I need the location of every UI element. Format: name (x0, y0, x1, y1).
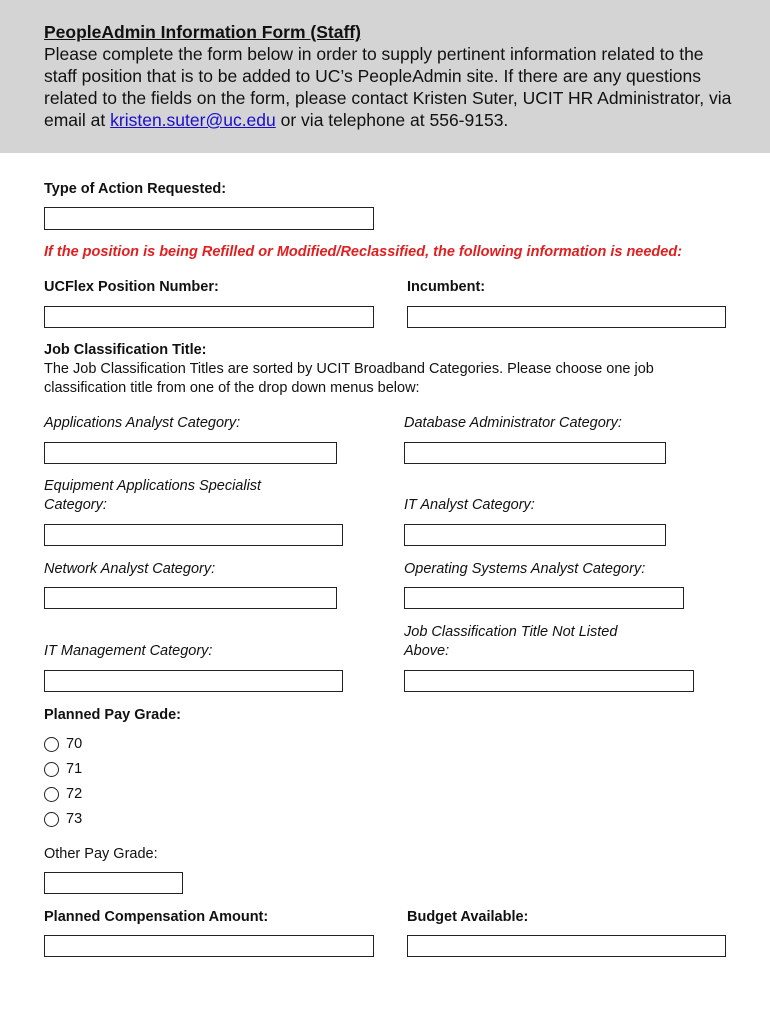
compensation-field[interactable] (44, 935, 374, 957)
it-management-label: IT Management Category: (44, 643, 213, 659)
pay-grade-radio[interactable] (44, 762, 59, 777)
database-admin-select[interactable] (404, 442, 666, 464)
position-number-label: UCFlex Position Number: (44, 279, 219, 295)
incumbent-field[interactable] (407, 306, 726, 328)
pay-grade-option: 71 (66, 761, 83, 777)
pay-grade-radio[interactable] (44, 787, 59, 802)
email-link[interactable]: kristen.suter@uc.edu (110, 110, 276, 130)
pay-grade-label: Planned Pay Grade: (44, 707, 181, 723)
it-analyst-label: IT Analyst Category: (404, 497, 535, 513)
pay-grade-option: 72 (66, 786, 83, 802)
pay-grade-option: 73 (66, 811, 83, 827)
compensation-label: Planned Compensation Amount: (44, 909, 269, 925)
pay-grade-radio[interactable] (44, 812, 59, 827)
network-analyst-select[interactable] (44, 587, 337, 609)
pay-grade-option: 70 (66, 736, 83, 752)
job-class-help: The Job Classification Titles are sorted by UCIT Broadband Categories. Please choose one job classification title from one of the drop down menus below: (44, 361, 654, 396)
incumbent-label: Incumbent: (407, 279, 486, 295)
position-number-field[interactable] (44, 306, 374, 328)
budget-field[interactable] (407, 935, 726, 957)
network-analyst-label: Network Analyst Category: (44, 561, 216, 577)
type-of-action-field[interactable] (44, 207, 374, 230)
other-pay-grade-field[interactable] (44, 872, 183, 894)
type-of-action-label: Type of Action Requested: (44, 181, 227, 197)
it-analyst-select[interactable] (404, 524, 666, 546)
os-analyst-label: Operating Systems Analyst Category: (404, 561, 646, 577)
not-listed-field[interactable] (404, 670, 694, 692)
os-analyst-select[interactable] (404, 587, 684, 609)
database-admin-label: Database Administrator Category: (404, 415, 622, 431)
it-management-select[interactable] (44, 670, 343, 692)
intro-text-end: or via telephone at 556-9153. (275, 110, 509, 130)
applications-analyst-select[interactable] (44, 442, 337, 464)
not-listed-label: Job Classification Title Not Listed Above: (404, 624, 618, 659)
pay-grade-radio[interactable] (44, 737, 59, 752)
equipment-specialist-label: Equipment Applications Specialist Category: (44, 478, 262, 513)
other-pay-grade-label: Other Pay Grade: (44, 846, 158, 862)
form-title: PeopleAdmin Information Form (Staff) (44, 22, 361, 42)
header-banner (0, 0, 770, 153)
form-intro (44, 43, 734, 131)
refill-notice: If the position is being Refilled or Modified/Reclassified, the following information is needed: (44, 244, 683, 260)
job-class-label: Job Classification Title: (44, 342, 207, 358)
equipment-specialist-select[interactable] (44, 524, 343, 546)
intro-text: Please complete the form below in order to supply pertinent information related to the staff position that is to be added to UC’s PeopleAdmin site. If there are any questions related to the fields on the form, please contact Kristen Suter, UCIT HR Administrator, via email at (44, 44, 732, 130)
applications-analyst-label: Applications Analyst Category: (44, 415, 241, 431)
budget-label: Budget Available: (407, 909, 529, 925)
